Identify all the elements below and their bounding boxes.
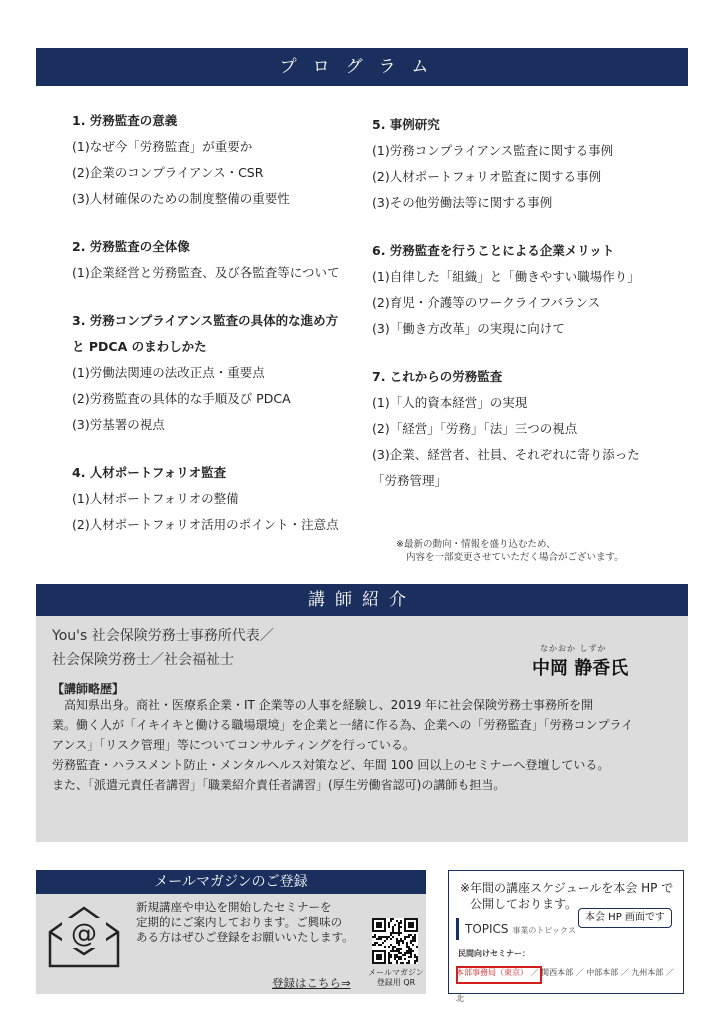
program-section-title: 4. 人材ポートフォリオ監査 [72,465,227,480]
program-item: (1)自律した「組織」と「働きやすい職場作り」 [372,269,640,284]
bio-line: 労務監査・ハラスメント防止・メンタルヘルス対策など、年間 100 回以上のセミナーへ登壇している。 [52,758,610,772]
program-section-title: と PDCA のまわしかた [72,339,207,354]
speaker-affiliation: You's 社会保険労務士事務所代表／ 社会保険労務士／社会福祉士 [52,628,274,668]
mail-magazine-header: メールマガジンのご登録 [36,870,426,894]
program-section-title: 6. 労務監査を行うことによる企業メリット [372,243,615,258]
program-item: (1)企業経営と労務監査、及び各監査等について [72,265,340,280]
speaker-header: 講師紹介 [36,584,688,616]
qr-label: メールマガジン 登録用 QR [368,968,424,987]
program-item: (2)企業のコンプライアンス・CSR [72,165,264,180]
program-item: (3)「働き方改革」の実現に向けて [372,321,565,336]
program-item: (3)企業、経営者、社員、それぞれに寄り添った [372,447,640,462]
program-note: ※最新の動向・情報を盛り込むため、 内容を一部変更させていただく場合がございます。 [396,539,624,563]
program-left-column [72,108,372,538]
program-item: (2)育児・介護等のワークライフバランス [372,295,601,310]
program-section-title: 5. 事例研究 [372,117,440,132]
program-item: (2)「経営」「労務」「法」三つの視点 [372,421,578,436]
program-item: (1)人材ポートフォリオの整備 [72,491,239,506]
hp-seminar-label: 民間向けセミナー： [458,949,530,958]
program-right-column [372,112,672,494]
speaker-name: 中岡 静香氏 [532,658,629,679]
bio-line: また、「派遣元責任者講習」「職業紹介責任者講習」(厚生労働省認可)の講師も担当。 [52,778,506,792]
program-section-title: 3. 労務コンプライアンス監査の具体的な進め方 [72,313,339,328]
program-section-title: 2. 労務監査の全体像 [72,239,190,254]
speaker-bio [52,695,674,795]
hp-topics-bar: TOPICS 事業のトピックス [456,918,678,940]
hp-schedule-text: ※年間の講座スケジュールを本会 HP で 公開しております。 [460,881,674,911]
program-item: (3)その他労働法等に関する事例 [372,195,553,210]
program-section-title: 1. 労務監査の意義 [72,113,178,128]
program-item: (2)労務監査の具体的な手順及び PDCA [72,391,291,406]
program-header: プログラム [36,48,688,86]
hp-nav-line: 本部事務局（東京） ／ 関西本部 ／ 中部本部 ／ 九州本部 ／ 北 [456,968,674,1003]
envelope-at-icon [46,904,122,970]
program-item: (3)人材確保のための制度整備の重要性 [72,191,290,206]
speaker-name-ruby: なかおか しずか [540,644,607,653]
program-item: (1)「人的資本経営」の実現 [372,395,528,410]
mail-register-link[interactable]: 登録はこちら⇒ [272,976,351,990]
svg-text:@: @ [71,919,97,949]
bio-heading: 【講師略歴】 [52,682,125,696]
program-item: (3)労基署の視点 [72,417,165,432]
program-item: (1)労務コンプライアンス監査に関する事例 [372,143,614,158]
bio-line: アンス」「リスク管理」等についてコンサルティングを行っている。 [52,738,415,752]
bio-line: 高知県出身。商社・医療系企業・IT 企業等の人事を経験し、2019 年に社会保険労務士事務所を開 [52,698,594,712]
hp-highlight-box [456,966,542,984]
hp-callout: 本会 HP 画面です [578,908,672,928]
qr-code[interactable] [372,918,418,964]
mail-magazine-text: 新規講座や申込を開始したセミナーを 定期的にご案内しております。ご興味の ある方はぜひご登録をお願いいたします。 [136,900,354,944]
program-item: (2)人材ポートフォリオ監査に関する事例 [372,169,602,184]
program-item: (1)なぜ今「労務監査」が重要か [72,139,253,154]
program-item: (2)人材ポートフォリオ活用のポイント・注意点 [72,517,339,532]
program-item: (1)労働法関連の法改正点・重要点 [72,365,265,380]
program-section-title: 7. これからの労務監査 [372,369,503,384]
bio-line: 業。働く人が「イキイキと働ける職場環境」を企業と一緒に作る為、企業への「労務監査」「労務コンプライ [52,718,634,732]
program-item: 「労務管理」 [372,473,448,488]
